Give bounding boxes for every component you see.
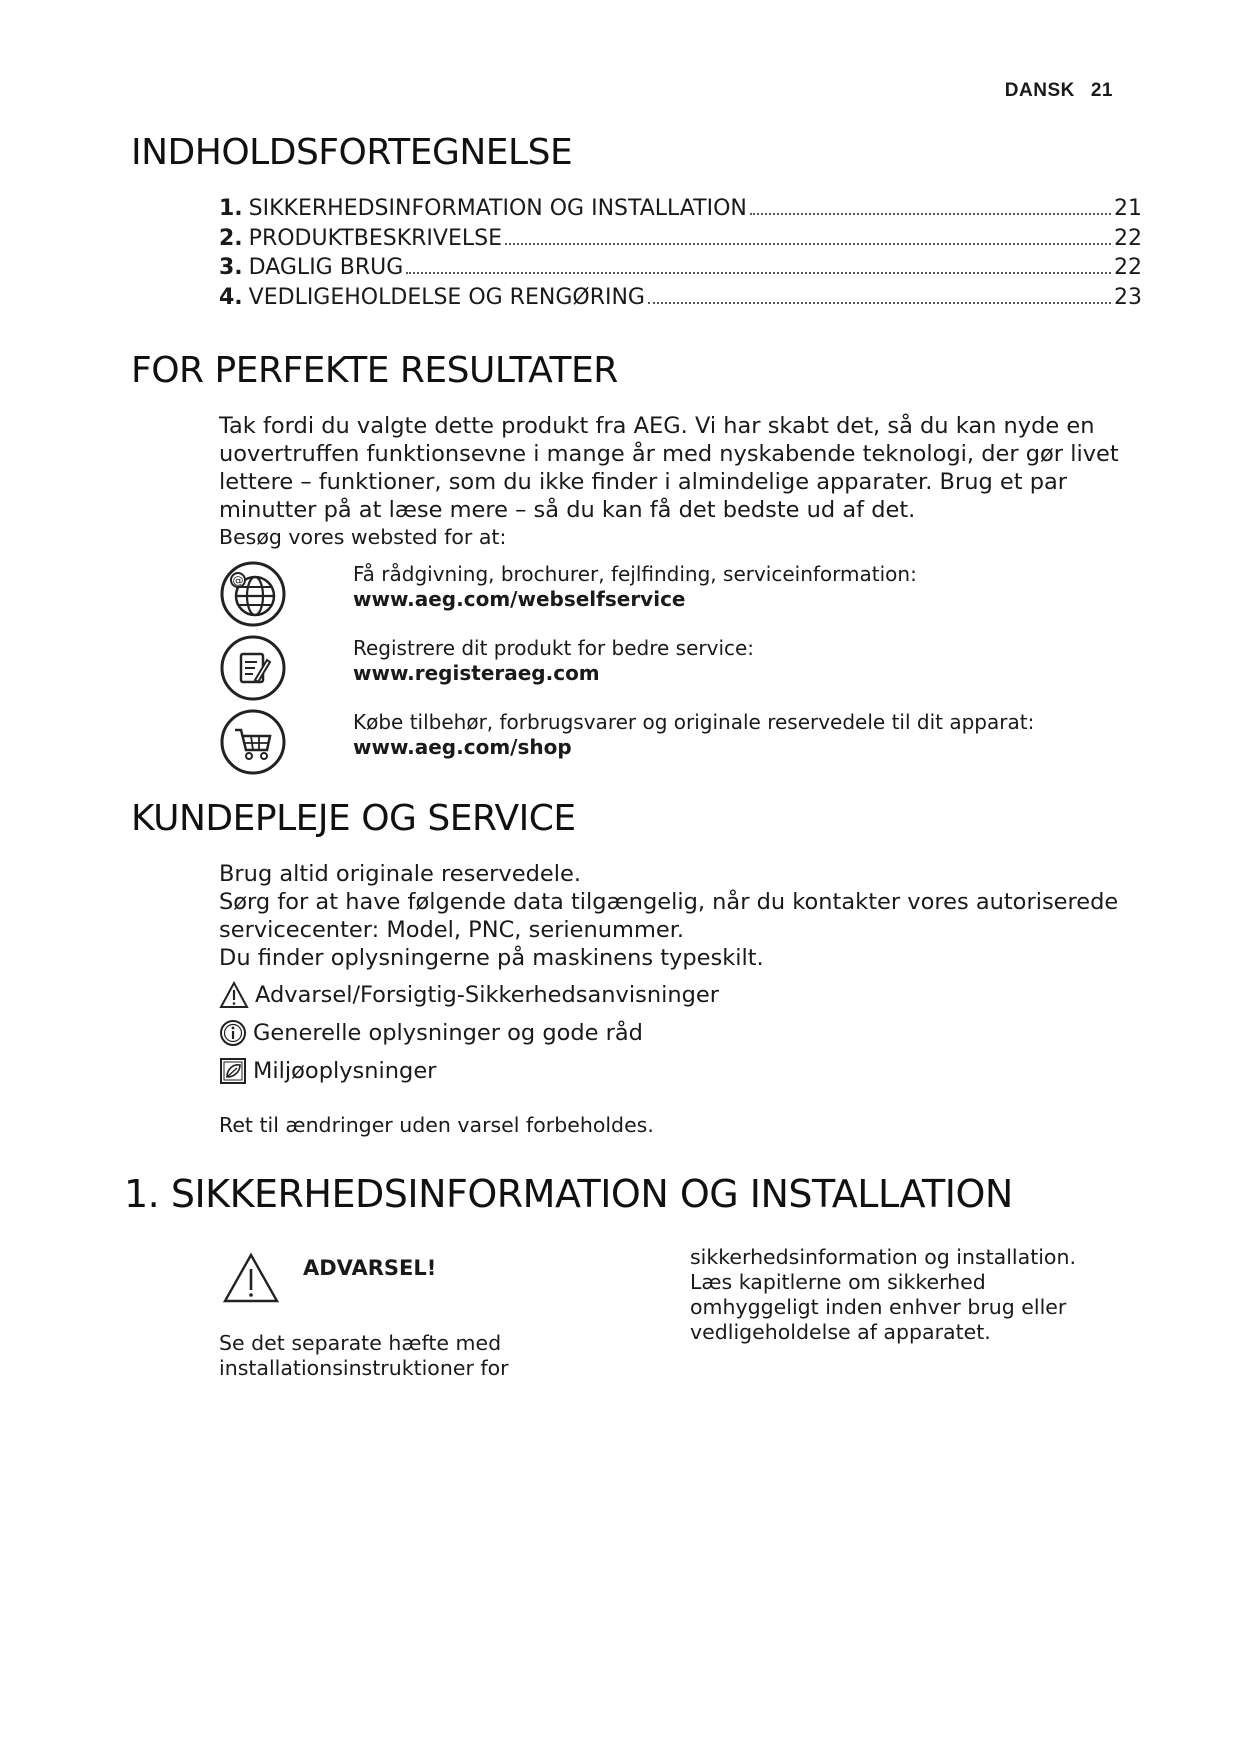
safety-text-line: Se det separate hæfte med — [219, 1331, 502, 1355]
link-row-register — [219, 634, 1119, 706]
toc-leader-dots — [750, 213, 1111, 215]
register-icon — [219, 634, 287, 702]
results-intro — [219, 412, 1119, 550]
safety-right-column — [690, 1245, 1150, 1345]
link-description: Registrere dit produkt for bedre service: — [353, 636, 755, 660]
safety-text-line: installationsinstruktioner for — [219, 1356, 509, 1380]
page-header — [1005, 80, 1113, 102]
legend-item-environment — [219, 1052, 719, 1090]
toc-entry-page: 21 — [1114, 196, 1142, 221]
warning-icon — [222, 1252, 280, 1304]
toc-entry-page: 22 — [1114, 225, 1142, 251]
info-icon — [219, 1019, 247, 1047]
link-text — [353, 710, 1034, 760]
toc-entry-page: 23 — [1114, 284, 1142, 310]
intro-line: uovertruffen funktionsevne i mange år med nyskabende teknologi, der gør livet — [219, 441, 1119, 467]
toc-leader-dots — [505, 243, 1111, 245]
link-url[interactable]: www.registeraeg.com — [353, 661, 600, 685]
legend-item-warning — [219, 976, 719, 1014]
legend-text: Generelle oplysninger og gode råd — [253, 1020, 643, 1046]
toc-list — [219, 196, 1142, 314]
visit-text: Besøg vores websted for at: — [219, 525, 507, 549]
intro-line: Tak fordi du valgte dette produkt fra AEG. Vi har skabt det, så du kan nyde en — [219, 413, 1095, 439]
toc-entry-4[interactable] — [219, 285, 1142, 315]
cart-icon — [219, 708, 287, 776]
header-page-number: 21 — [1090, 80, 1113, 101]
warning-icon — [219, 981, 249, 1009]
toc-title: INDHOLDSFORTEGNELSE — [131, 132, 573, 173]
toc-entry-number: 3. — [219, 255, 243, 280]
intro-line: lettere – funktioner, som du ikke finder i almindelige apparater. Brug et par — [219, 469, 1068, 495]
service-line: servicecenter: Model, PNC, serienummer. — [219, 917, 685, 943]
link-row-shop — [219, 708, 1119, 780]
safety-text-line: vedligeholdelse af apparatet. — [690, 1320, 991, 1344]
link-description: Få rådgivning, brochurer, fejlfinding, serviceinformation: — [353, 562, 917, 586]
service-line: Du finder oplysningerne på maskinens typeskilt. — [219, 945, 764, 971]
toc-leader-dots — [648, 302, 1111, 304]
service-line: Brug altid originale reservedele. — [219, 861, 581, 887]
toc-entry-label: DAGLIG BRUG — [248, 255, 404, 280]
results-title: FOR PERFEKTE RESULTATER — [131, 350, 618, 391]
safety-text-line: Læs kapitlerne om sikkerhed — [690, 1270, 986, 1294]
legend-text: Miljøoplysninger — [253, 1058, 437, 1084]
safety-left-column — [219, 1331, 639, 1381]
service-title: KUNDEPLEJE OG SERVICE — [131, 798, 576, 839]
leaf-icon — [219, 1057, 247, 1085]
link-text — [353, 636, 754, 686]
intro-line: minutter på at læse mere – så du kan få det bedste ud af det. — [219, 497, 916, 523]
service-text — [219, 860, 1119, 972]
toc-entry-number: 2. — [219, 225, 243, 251]
safety-title: 1. SIKKERHEDSINFORMATION OG INSTALLATION — [124, 1172, 1013, 1216]
toc-entry-3[interactable] — [219, 255, 1142, 285]
toc-entry-label: VEDLIGEHOLDELSE OG RENGØRING — [248, 284, 645, 310]
link-url[interactable]: www.aeg.com/webselfservice — [353, 587, 686, 611]
link-url[interactable]: www.aeg.com/shop — [353, 735, 572, 759]
toc-leader-dots — [406, 272, 1111, 274]
toc-entry-2[interactable] — [219, 226, 1142, 256]
toc-entry-number: 1. — [219, 196, 243, 221]
toc-entry-page: 22 — [1114, 255, 1142, 280]
toc-entry-1[interactable] — [219, 196, 1142, 226]
toc-entry-label: SIKKERHEDSINFORMATION OG INSTALLATION — [248, 196, 747, 221]
symbol-legend — [219, 976, 719, 1090]
header-language: DANSK — [1004, 80, 1075, 101]
link-row-webselfservice — [219, 560, 1119, 632]
legend-item-info — [219, 1014, 719, 1052]
safety-text-line: sikkerhedsinformation og installation. — [690, 1245, 1076, 1269]
link-text — [353, 562, 917, 612]
svg-text:@: @ — [232, 574, 244, 587]
link-description: Købe tilbehør, forbrugsvarer og originale reservedele til dit apparat: — [353, 710, 1035, 734]
legend-text: Advarsel/Forsigtig-Sikkerhedsanvisninger — [255, 982, 719, 1008]
globe-icon — [219, 560, 287, 628]
toc-entry-number: 4. — [219, 284, 243, 310]
service-line: Sørg for at have følgende data tilgængelig, når du kontakter vores autoriserede — [219, 889, 1119, 915]
warning-label: ADVARSEL! — [303, 1256, 437, 1280]
change-notice: Ret til ændringer uden varsel forbeholdes. — [219, 1113, 654, 1137]
toc-entry-label: PRODUKTBESKRIVELSE — [248, 225, 502, 251]
safety-text-line: omhyggeligt inden enhver brug eller — [690, 1295, 1067, 1319]
